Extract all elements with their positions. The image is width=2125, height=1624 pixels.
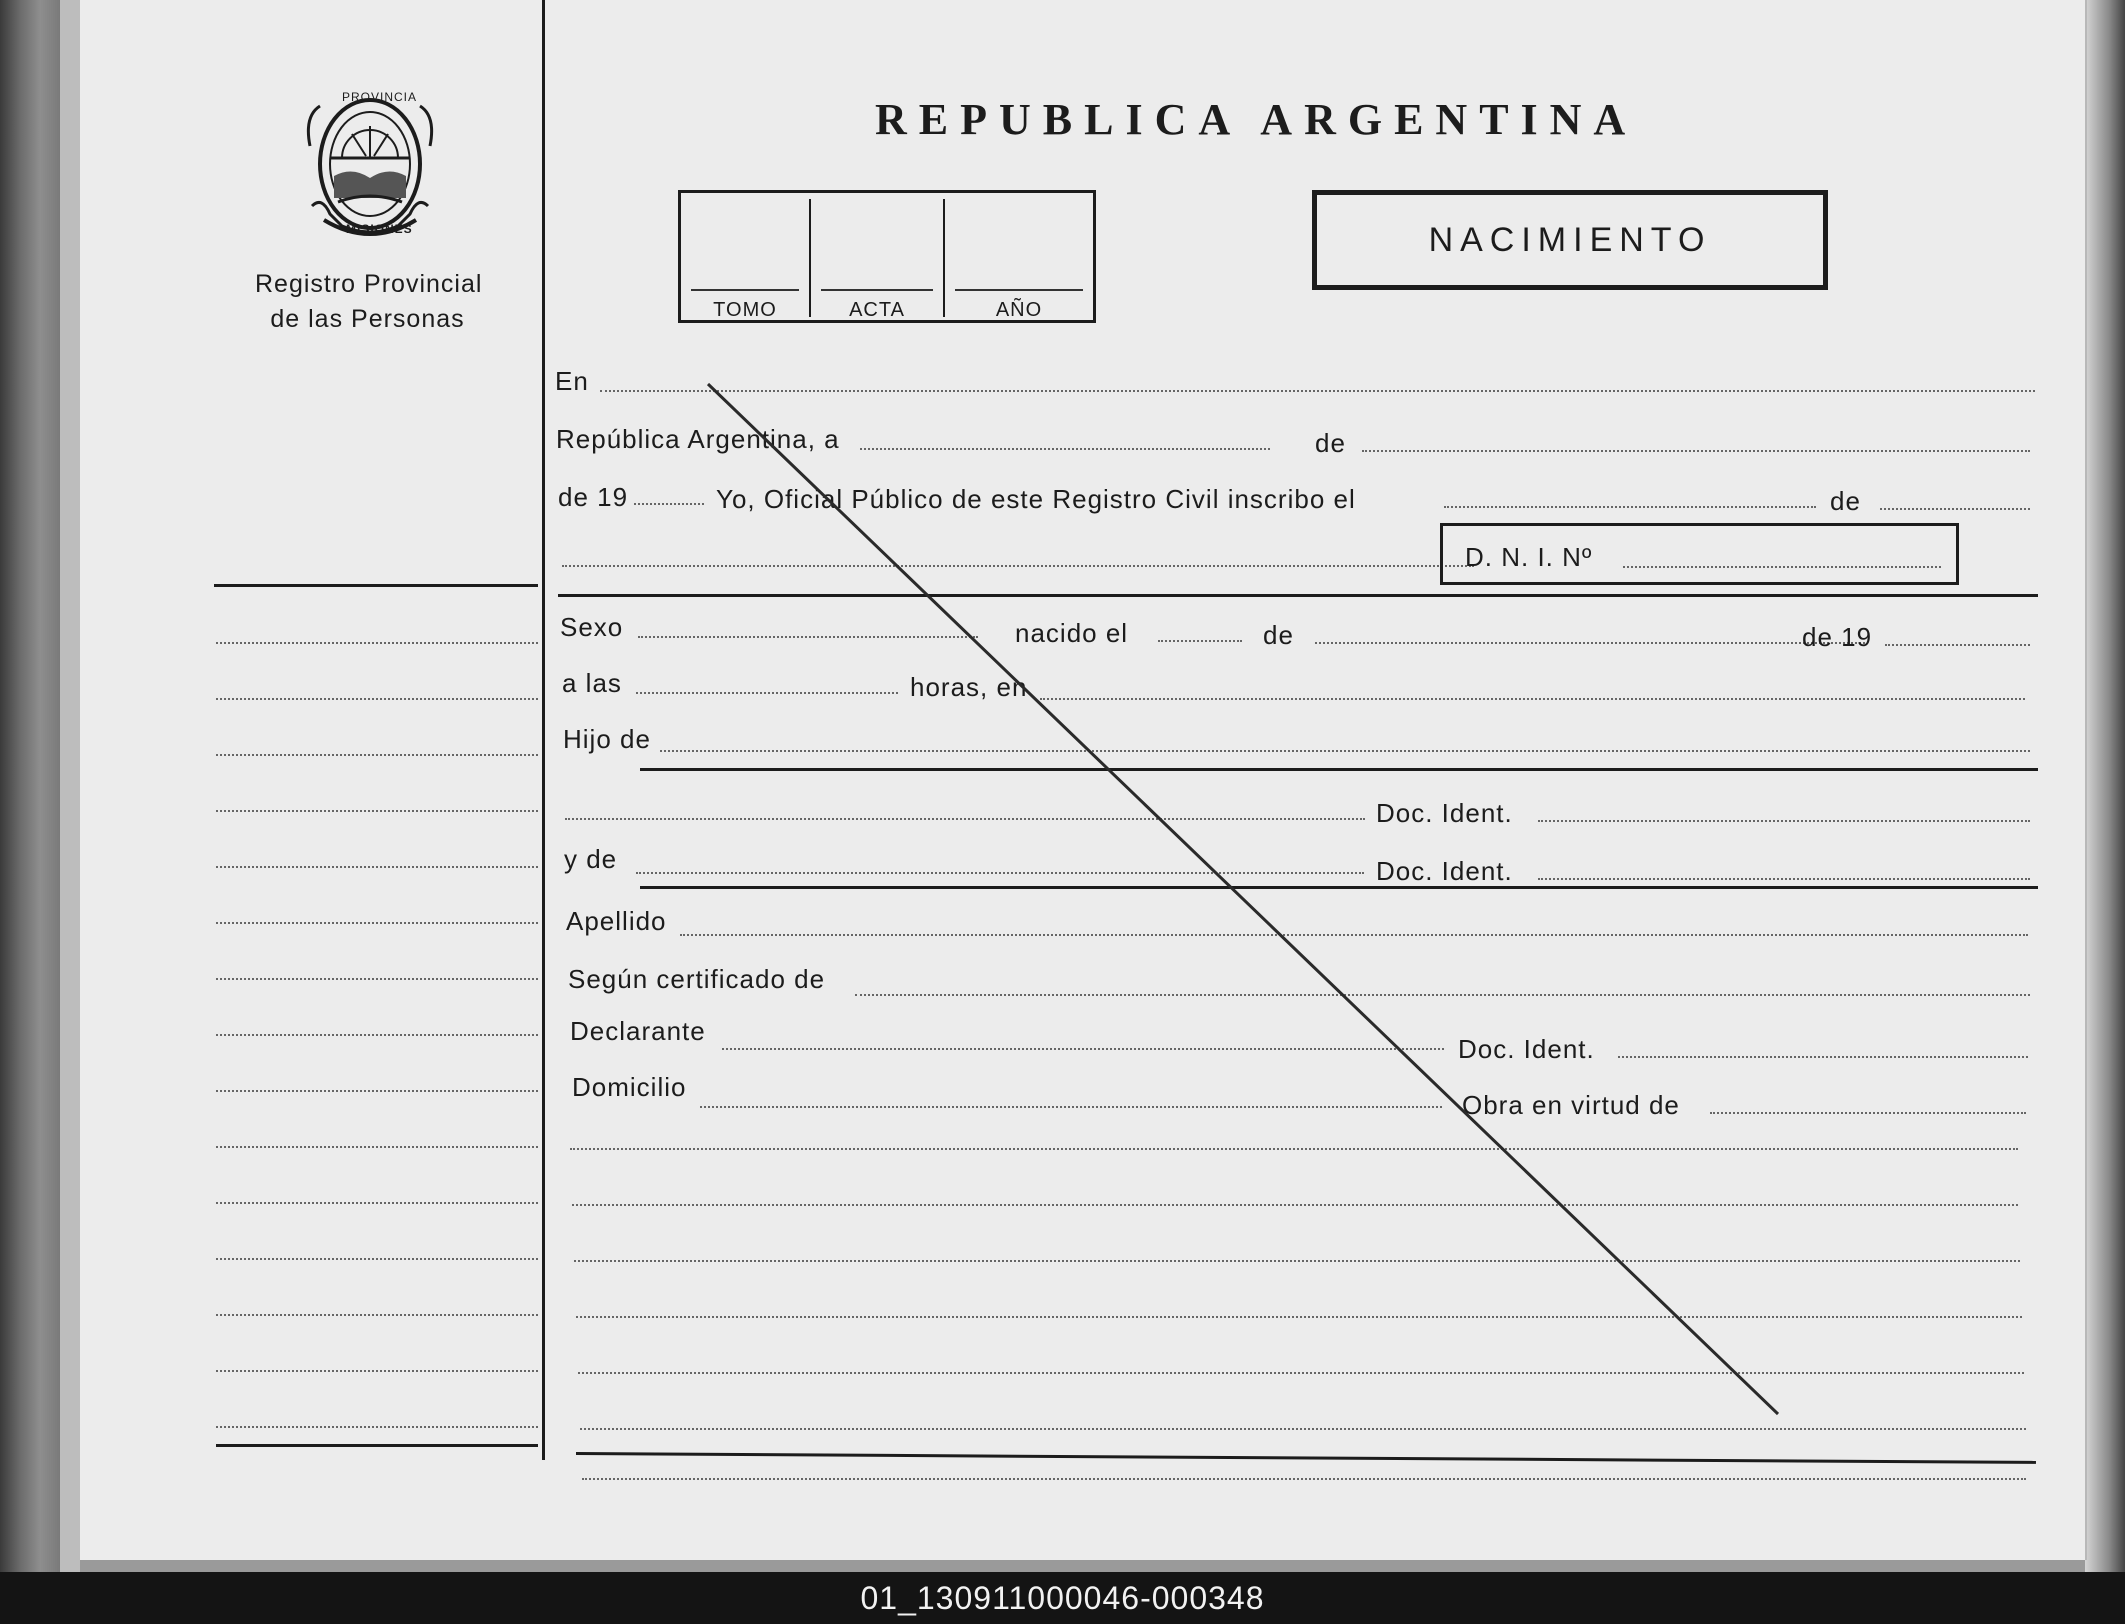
image-id-footer: 01_130911000046-000348 bbox=[0, 1572, 2125, 1624]
label-domicilio: Domicilio bbox=[572, 1072, 687, 1102]
anio-label: AÑO bbox=[995, 299, 1043, 321]
label-de-3: de bbox=[1263, 620, 1294, 650]
registry-line2: de las Personas bbox=[270, 305, 465, 333]
label-a-las: a las bbox=[562, 668, 622, 698]
label-doc-ident-1: Doc. Ident. bbox=[1376, 798, 1513, 828]
label-nacido: nacido el bbox=[1015, 618, 1129, 648]
label-doc-ident-3: Doc. Ident. bbox=[1458, 1034, 1595, 1064]
label-oficial: Yo, Oficial Público de este Registro Civil inscribo el bbox=[716, 484, 1356, 514]
label-declarante: Declarante bbox=[570, 1016, 706, 1046]
label-de-2: de bbox=[1830, 486, 1861, 516]
label-de-19b: de 19 bbox=[1802, 622, 1873, 652]
seal-bottom-text: MISIONES bbox=[346, 222, 413, 236]
label-obra: Obra en virtud de bbox=[1462, 1090, 1680, 1120]
label-doc-ident-2: Doc. Ident. bbox=[1376, 856, 1513, 886]
label-segun: Según certificado de bbox=[568, 964, 826, 994]
label-hijo-de: Hijo de bbox=[563, 724, 651, 754]
record-type-box: NACIMIENTO bbox=[1312, 190, 1828, 290]
registry-line1: Registro Provincial bbox=[255, 270, 483, 298]
label-de-19: de 19 bbox=[558, 482, 629, 512]
label-y-de: y de bbox=[564, 844, 618, 874]
acta-label: ACTA bbox=[849, 299, 905, 321]
tomo-label: TOMO bbox=[713, 299, 777, 321]
label-apellido: Apellido bbox=[566, 906, 667, 936]
seal-top-text: PROVINCIA bbox=[342, 90, 418, 104]
page-title: REPUBLICA ARGENTINA bbox=[875, 95, 1638, 144]
label-sexo: Sexo bbox=[560, 612, 624, 642]
label-en: En bbox=[555, 366, 589, 396]
label-de-1: de bbox=[1315, 428, 1346, 458]
label-republica: República Argentina, a bbox=[556, 424, 840, 454]
label-horas: horas, en bbox=[910, 672, 1028, 702]
label-dni: D. N. I. Nº bbox=[1465, 542, 1593, 572]
